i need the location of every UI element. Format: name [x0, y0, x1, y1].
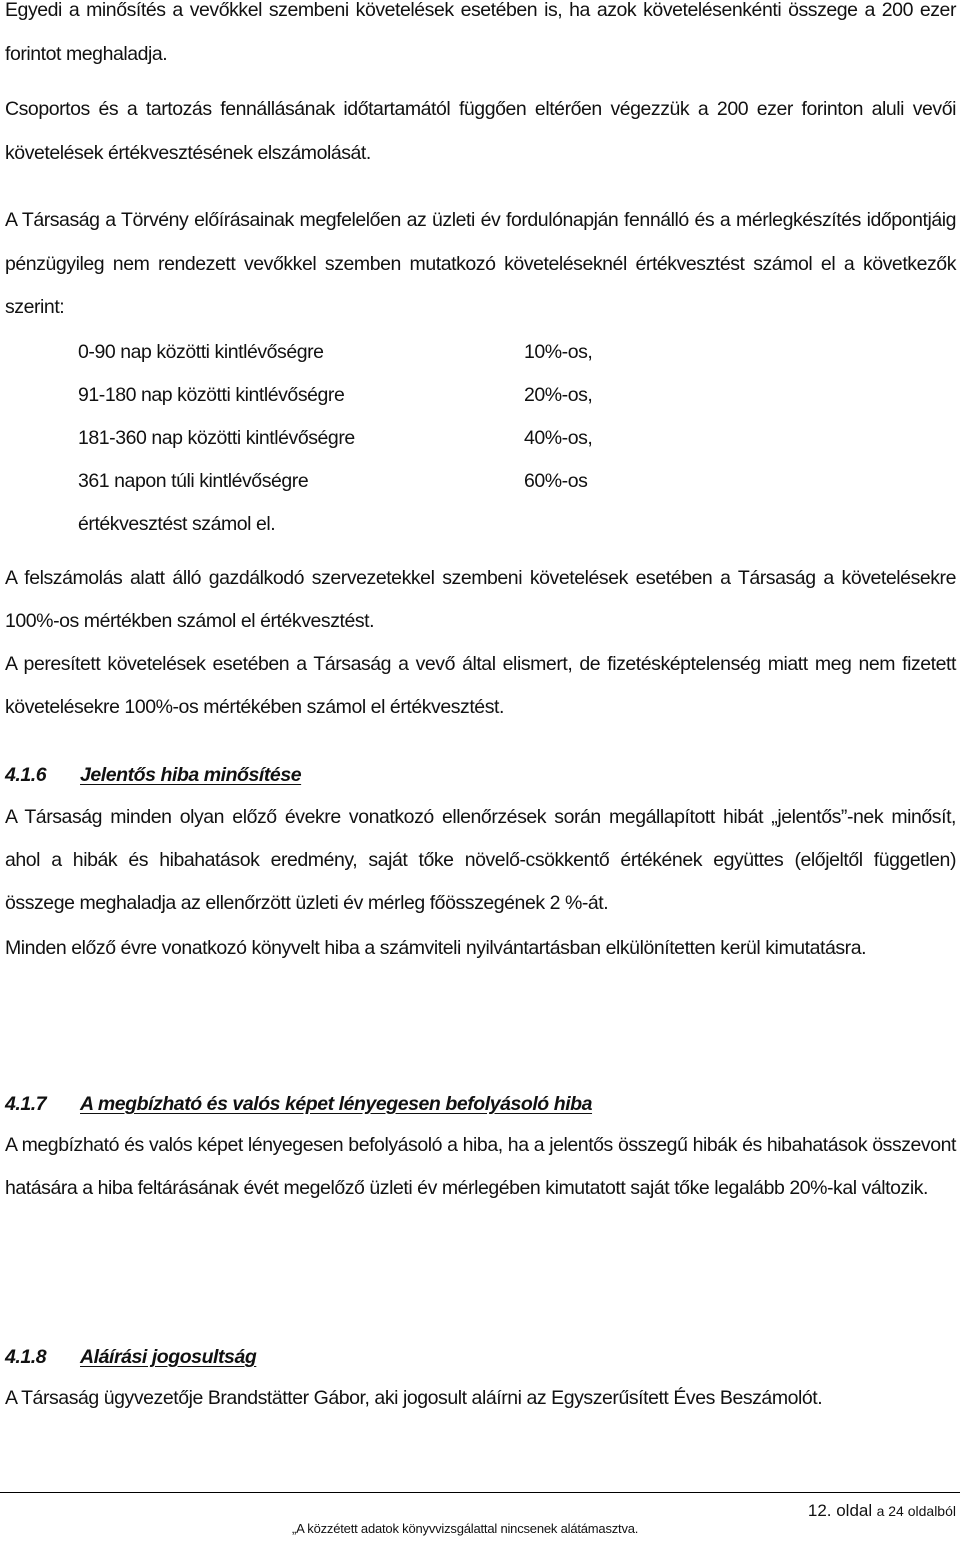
footer-divider: [0, 1492, 960, 1493]
section-title: A megbízható és valós képet lényegesen befolyásoló hiba: [80, 1093, 593, 1115]
rate-row-label: 0-90 nap közötti kintlévőségre: [78, 341, 324, 363]
page-number-total: a 24 oldalból: [876, 1503, 956, 1519]
section-heading-4-1-8: [5, 1346, 256, 1369]
paragraph-material-error: A megbízható és valós képet lényegesen befolyásoló a hiba, ha a jelentős összegű hibák és hibahatások összevont hatására a hiba feltárásának évét megelőző üzleti év mérlegében kimutatott saját tőke legalább 20%-kal változik.: [5, 1134, 956, 1199]
paragraph-impairment-rules: A Társaság a Törvény előírásainak megfelelően az üzleti év fordulónapján fennálló és a mérlegkészítés időpontjáig pénzügyileg nem rendezett vevőkkel szemben mutatkozó követeléseknél értékvesztést számol el a következők szerint:: [5, 209, 956, 318]
impairment-rate-row: [78, 427, 678, 455]
rate-row-label: 181-360 nap közötti kintlévőségre: [78, 427, 355, 449]
paragraph-significant-error: A Társaság minden olyan előző évekre vonatkozó ellenőrzések során megállapított hibát „jelentős”-nek minősít, ahol a hibák és hibahatások eredmény, saját tőke növelő-csökkentő értékének együttes (előjeltől független) összege meghaladja az ellenőrzött üzleti év mérleg főösszegének 2 %-át.: [5, 806, 956, 914]
section-number: 4.1.8: [5, 1346, 47, 1368]
impairment-rate-row: [78, 341, 678, 369]
rate-row-label: 91-180 nap közötti kintlévőségre: [78, 384, 345, 406]
rates-closing-line: [78, 513, 678, 541]
paragraph-individual-rating: Egyedi a minősítés a vevőkkel szembeni követelések esetében is, ha azok követelésenkénti összege a 200 ezer forintot meghaladja.: [5, 0, 956, 65]
section-title: Jelentős hiba minősítése: [80, 764, 302, 786]
section-title: Aláírási jogosultság: [80, 1346, 257, 1368]
paragraph-liquidation: A felszámolás alatt álló gazdálkodó szervezetekkel szembeni követelések esetében a Társaság a követelésekre 100%-os mértékben számol el értékvesztést.: [5, 567, 956, 632]
rate-row-value: 60%-os: [524, 470, 588, 492]
impairment-rate-row: [78, 384, 678, 412]
section-heading-4-1-6: [5, 764, 301, 787]
rate-row-value: 40%-os,: [524, 427, 593, 449]
section-heading-4-1-7: [5, 1093, 592, 1116]
rates-closing-text: értékvesztést számol el.: [78, 513, 276, 535]
page-number: [808, 1501, 956, 1521]
footer-disclaimer: „A közzétett adatok könyvvizsgálattal nincsenek alátámasztva.: [292, 1521, 639, 1536]
rate-row-label: 361 napon túli kintlévőségre: [78, 470, 309, 492]
rate-row-value: 20%-os,: [524, 384, 593, 406]
paragraph-error-recording: Minden előző évre vonatkozó könyvelt hiba a számviteli nyilvántartásban elkülönítetten kerül kimutatásra.: [5, 937, 867, 959]
paragraph-group-rating: Csoportos és a tartozás fennállásának időtartamától függően eltérően végezzük a 200 ezer forinton aluli vevői követelések értékvesztésének elszámolását.: [5, 98, 956, 164]
paragraph-litigated: A peresített követelések esetében a Társaság a vevő által elismert, de fizetésképtelenség miatt meg nem fizetett követelésekre 100%-os mértékében számol el értékvesztést.: [5, 653, 956, 718]
paragraph-signature: A Társaság ügyvezetője Brandstätter Gábor, aki jogosult aláírni az Egyszerűsített Éves Beszámolót.: [5, 1387, 823, 1409]
section-number: 4.1.6: [5, 764, 47, 786]
rate-row-value: 10%-os,: [524, 341, 593, 363]
page-number-current: 12. oldal: [807, 1501, 873, 1520]
impairment-rate-row: [78, 470, 678, 498]
section-number: 4.1.7: [5, 1093, 47, 1115]
